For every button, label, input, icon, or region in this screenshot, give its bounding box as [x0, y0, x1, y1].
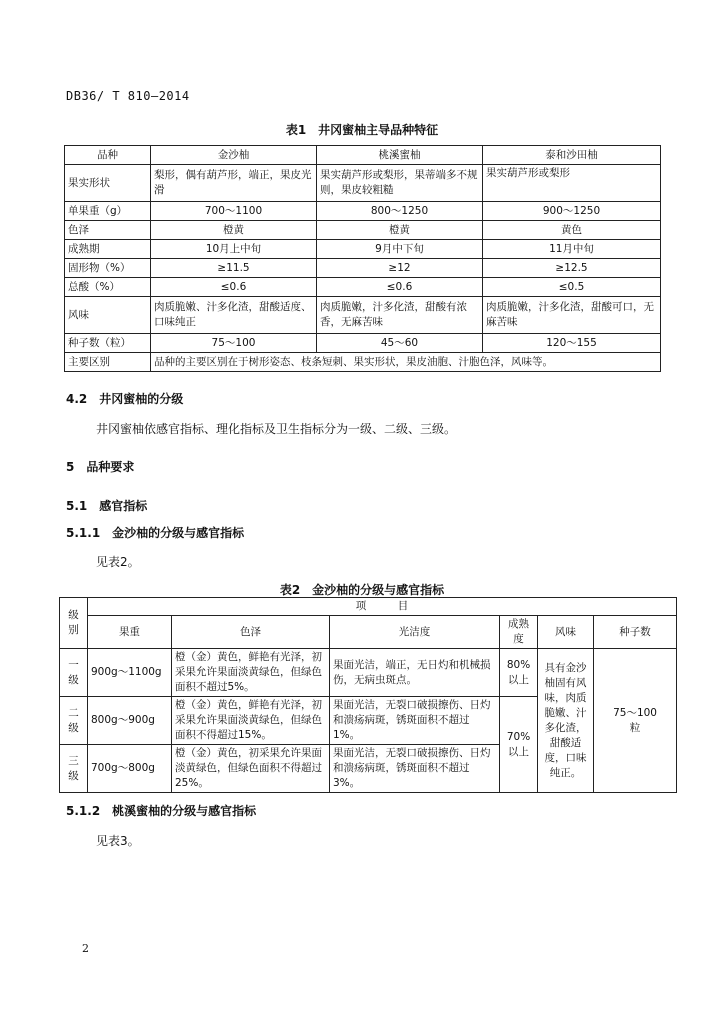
table-row — [60, 649, 677, 697]
table1-cell: ≤0.6 — [151, 278, 317, 297]
table2-flavor-cell: 具有金沙柚固有风味，肉质脆嫩、汁多化渣，甜酸适度，口味纯正。 — [538, 649, 594, 793]
table-row — [65, 278, 661, 297]
table2-subheader-cell: 色泽 — [172, 616, 330, 649]
table-row — [65, 259, 661, 278]
table1-note-cell: 品种的主要区别在于树形姿态、枝条短刺、果实形状，果皮油胞、汁胞色泽，风味等。 — [151, 353, 661, 372]
table1-cell: 75～100 — [151, 334, 317, 353]
table1-cell: 肉质脆嫩，汁多化渣，甜酸有浓香，无麻苦味 — [317, 297, 483, 334]
section-text-5-1-2: 见表3。 — [96, 834, 140, 848]
table2-finish-cell: 果面光洁，端正，无日灼和机械损伤，无病虫斑点。 — [330, 649, 500, 697]
table1-cell: 果实葫芦形或梨形 — [483, 165, 661, 202]
table2-finish-cell: 果面光洁，无裂口破损擦伤、日灼和溃疡病斑，锈斑面积不超过3%。 — [330, 745, 500, 793]
table2-subheader-cell: 种子数 — [594, 616, 677, 649]
table2-header-row — [60, 598, 677, 616]
table2-subheader-cell: 成熟度 — [500, 616, 538, 649]
table2-grade-cell: 二级 — [60, 697, 88, 745]
table1-cell: 梨形，偶有葫芦形，端正，果皮光滑 — [151, 165, 317, 202]
table2-subheader-row — [60, 616, 677, 649]
table1-header-row — [65, 146, 661, 165]
table1-header-cell: 桃溪蜜柚 — [317, 146, 483, 165]
table1-cell: 橙黄 — [151, 221, 317, 240]
table2 — [59, 597, 677, 793]
table2-subheader-cell: 果重 — [88, 616, 172, 649]
table1-row-label: 成熟期 — [65, 240, 151, 259]
table2-seeds-cell: 75～100粒 — [594, 649, 677, 793]
table1-row-label: 风味 — [65, 297, 151, 334]
section-heading-5-1-1: 5.1.1 金沙柚的分级与感官指标 — [66, 526, 245, 540]
table1-cell: 120～155 — [483, 334, 661, 353]
table2-grade-cell: 三级 — [60, 745, 88, 793]
table1-cell: 800～1250 — [317, 202, 483, 221]
table1-cell: 45～60 — [317, 334, 483, 353]
table1-header-cell: 泰和沙田柚 — [483, 146, 661, 165]
table1-header-cell: 品种 — [65, 146, 151, 165]
table2-item-header: 项 目 — [88, 598, 677, 616]
table2-grade-cell: 一级 — [60, 649, 88, 697]
table1-cell: 700～1100 — [151, 202, 317, 221]
table1-row-label: 种子数（粒） — [65, 334, 151, 353]
table2-color-cell: 橙（金）黄色，鲜艳有光泽，初采果允许果面淡黄绿色，但绿色面积不得超过15%。 — [172, 697, 330, 745]
table-row — [65, 221, 661, 240]
table1-caption: 表1 井冈蜜柚主导品种特征 — [285, 123, 439, 137]
table1-row-label: 色泽 — [65, 221, 151, 240]
table2-maturity-cell: 80%以上 — [500, 649, 538, 697]
table-row — [65, 165, 661, 202]
table1-row-label: 固形物（%） — [65, 259, 151, 278]
table2-subheader-cell: 风味 — [538, 616, 594, 649]
section-heading-4-2: 4.2 井冈蜜柚的分级 — [66, 392, 184, 406]
page-number: 2 — [82, 942, 89, 955]
table2-color-cell: 橙（金）黄色，鲜艳有光泽，初采果允许果面淡黄绿色，但绿色面积不超过5%。 — [172, 649, 330, 697]
table1 — [64, 145, 661, 372]
table2-grade-header: 级别 — [60, 598, 88, 649]
table-row — [65, 334, 661, 353]
table2-finish-cell: 果面光洁，无裂口破损擦伤、日灼和溃疡病斑，锈斑面积不超过1%。 — [330, 697, 500, 745]
table1-cell: ≤0.5 — [483, 278, 661, 297]
table1-cell: 肉质脆嫩、汁多化渣，甜酸适度、口味纯正 — [151, 297, 317, 334]
table1-cell: ≤0.6 — [317, 278, 483, 297]
table-row — [65, 297, 661, 334]
table1-cell: 9月中下旬 — [317, 240, 483, 259]
section-heading-5: 5 品种要求 — [66, 460, 135, 474]
table-row — [65, 240, 661, 259]
table1-header-cell: 金沙柚 — [151, 146, 317, 165]
table1-cell: ≥12 — [317, 259, 483, 278]
table1-cell: 果实葫芦形或梨形，果蒂端多不规则，果皮较粗糙 — [317, 165, 483, 202]
table1-row-label: 单果重（g） — [65, 202, 151, 221]
standard-code: DB36/ T 810—2014 — [66, 89, 190, 103]
table1-row-label: 果实形状 — [65, 165, 151, 202]
table1-cell: 900～1250 — [483, 202, 661, 221]
table2-weight-cell: 800g～900g — [88, 697, 172, 745]
table1-cell: 橙黄 — [317, 221, 483, 240]
table1-cell: 11月中旬 — [483, 240, 661, 259]
section-text-4-2: 井冈蜜柚依感官指标、理化指标及卫生指标分为一级、二级、三级。 — [96, 422, 457, 436]
table2-color-cell: 橙（金）黄色，初采果允许果面淡黄绿色，但绿色面积不得超过25%。 — [172, 745, 330, 793]
table1-row-label: 主要区别 — [65, 353, 151, 372]
table1-cell: 黄色 — [483, 221, 661, 240]
section-heading-5-1-2: 5.1.2 桃溪蜜柚的分级与感官指标 — [66, 804, 257, 818]
table1-row-label: 总酸（%） — [65, 278, 151, 297]
section-heading-5-1: 5.1 感官指标 — [66, 499, 148, 513]
table1-cell: 10月上中旬 — [151, 240, 317, 259]
table1-cell: 肉质脆嫩，汁多化渣，甜酸可口，无麻苦味 — [483, 297, 661, 334]
section-text-5-1-1: 见表2。 — [96, 555, 140, 569]
table2-maturity-cell: 70%以上 — [500, 697, 538, 793]
table2-weight-cell: 700g～800g — [88, 745, 172, 793]
table1-cell: ≥11.5 — [151, 259, 317, 278]
table-row — [65, 202, 661, 221]
table-row — [65, 353, 661, 372]
table1-cell: ≥12.5 — [483, 259, 661, 278]
table2-subheader-cell: 光洁度 — [330, 616, 500, 649]
table2-weight-cell: 900g～1100g — [88, 649, 172, 697]
table2-caption: 表2 金沙柚的分级与感官指标 — [279, 583, 445, 597]
